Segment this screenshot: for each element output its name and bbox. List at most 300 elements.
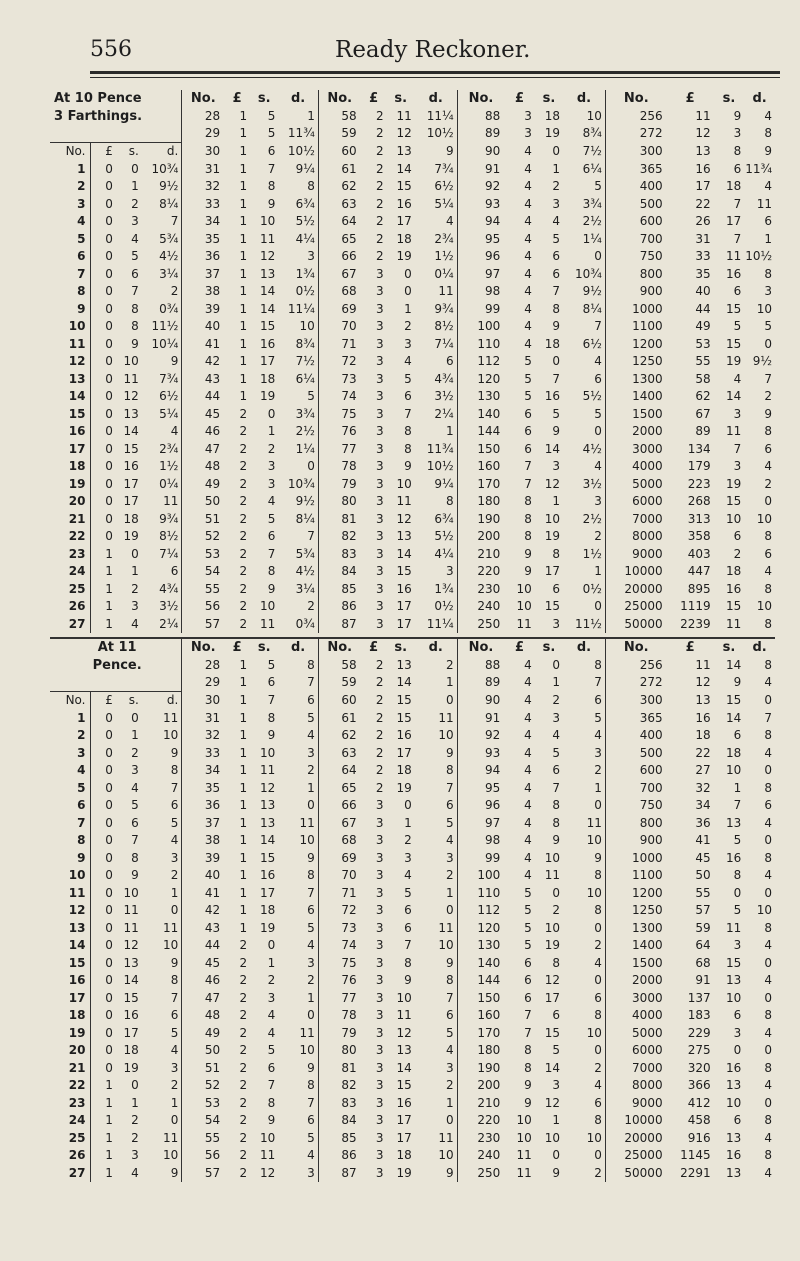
pounds-value: 458 [687, 1113, 711, 1127]
pounds-value: 916 [687, 1130, 711, 1145]
row-number: 750 [605, 248, 666, 266]
pounds-value: 3 [375, 599, 384, 613]
table-row [50, 266, 775, 284]
shillings-value: 0 [552, 1148, 561, 1162]
pounds-value: 0 [90, 902, 116, 920]
pence-value: 4½ [295, 564, 315, 578]
pence-value: 3 [307, 955, 315, 970]
shillings-value: 6 [267, 529, 276, 543]
pounds-value: 0 [90, 955, 116, 973]
pounds-value: 0 [90, 528, 116, 546]
pence-value: 11 [163, 710, 179, 725]
shillings-value: 5 [404, 885, 412, 900]
pounds-value: 1 [239, 371, 248, 386]
row-number: 74 [318, 388, 360, 406]
pounds-value: 44 [695, 301, 711, 316]
row-number: 2 [77, 179, 86, 193]
pence-value: 10½ [287, 143, 315, 158]
shillings-value: 1 [552, 1113, 561, 1127]
pounds-value: 412 [687, 1095, 711, 1110]
shillings-value: 1 [131, 179, 139, 193]
pence-value: 4 [170, 1043, 179, 1057]
row-number: 5 [77, 231, 86, 246]
pounds-value: 366 [687, 1078, 711, 1092]
pounds-value: 6 [524, 406, 532, 421]
shillings-value: 7 [267, 692, 276, 707]
pounds-value: 10 [516, 581, 532, 596]
shillings-value: 7 [267, 161, 276, 176]
pence-value: 8 [307, 657, 315, 672]
shillings-value: 1 [131, 728, 139, 742]
shillings-value: 4 [131, 780, 139, 795]
pounds-value: 3 [375, 389, 384, 403]
pounds-value: 34 [695, 798, 711, 812]
shillings-value: 9 [404, 973, 412, 987]
pence-value: 9 [307, 1060, 315, 1075]
table-row [50, 867, 775, 885]
shillings-value: 8 [552, 955, 561, 970]
table-row [50, 937, 775, 955]
shillings-value: 13 [123, 406, 139, 421]
pence-value: 9 [170, 745, 179, 760]
pounds-value: 2 [239, 459, 248, 473]
row-number: 21 [68, 1060, 86, 1075]
pence-value: 10½ [426, 126, 454, 140]
pence-value: 10 [756, 903, 772, 917]
pence-value: 8 [764, 1148, 772, 1162]
pence-value: 4 [307, 728, 315, 742]
shillings-value: 16 [396, 196, 412, 211]
reckoner-tables [50, 90, 775, 1182]
pounds-value: 1 [239, 126, 248, 140]
row-number: 10 [68, 319, 86, 333]
pounds-value: 1 [239, 354, 248, 368]
row-number: 150 [457, 990, 504, 1008]
pounds-value: 22 [695, 196, 711, 211]
pence-value: 4 [594, 1078, 602, 1092]
shillings-value: 18 [123, 1043, 139, 1057]
pence-value: 10½ [745, 249, 773, 263]
shillings-value: 15 [396, 1078, 412, 1092]
row-number: 89 [457, 674, 504, 692]
pounds-value: 1 [90, 598, 116, 616]
row-number: 12 [68, 354, 86, 368]
row-number: 210 [457, 546, 504, 564]
shillings-value: 1 [404, 815, 412, 830]
shillings-value: 0 [404, 266, 412, 281]
pounds-value: 0 [90, 283, 116, 301]
pence-value: 10 [299, 1043, 315, 1057]
shillings-value: 18 [260, 903, 276, 917]
pounds-value: 229 [687, 1025, 711, 1040]
shillings-value: 16 [260, 336, 276, 351]
pence-value: 1½ [159, 459, 179, 473]
pounds-value: 7 [524, 476, 532, 491]
pence-value: 6½ [582, 336, 602, 351]
shillings-value: 6 [267, 1060, 276, 1075]
pounds-value: 223 [687, 476, 711, 491]
pounds-value: 2 [239, 424, 248, 438]
pence-value: 1¼ [582, 231, 602, 246]
pence-value: 1½ [582, 546, 602, 561]
shillings-value: 7 [404, 406, 412, 421]
row-number: 220 [457, 1112, 504, 1130]
table-row [50, 598, 775, 616]
pence-value: 0 [594, 920, 602, 935]
row-number: 6000 [605, 1042, 666, 1060]
pence-value: 7¾ [159, 371, 179, 386]
pounds-value: 4 [524, 143, 532, 158]
pence-value: 5 [307, 389, 315, 403]
shillings-value: 6 [552, 581, 561, 596]
pence-value: 10 [438, 938, 454, 952]
pence-value: 5½ [295, 214, 315, 228]
pounds-value: 7 [524, 1008, 532, 1022]
shillings-value: 14 [725, 389, 742, 403]
row-number: 45 [182, 955, 224, 973]
pounds-value: 58 [695, 371, 711, 386]
row-number: 2000 [605, 972, 666, 990]
row-number: 85 [318, 1130, 360, 1148]
row-number: 700 [605, 780, 666, 798]
shillings-value: 19 [544, 529, 561, 543]
shillings-value: 10 [544, 850, 561, 865]
pence-value: 8 [764, 850, 772, 865]
pounds-value: 4 [524, 815, 532, 830]
row-number: 1000 [605, 301, 666, 319]
row-number: 5000 [605, 1025, 666, 1043]
pence-value: 4 [170, 424, 179, 438]
column-header-no: No. [318, 90, 360, 108]
row-number: 56 [182, 1147, 224, 1165]
pence-value: 7¼ [434, 336, 454, 351]
row-number: 47 [182, 990, 224, 1008]
row-number: 800 [605, 266, 666, 284]
row-number: 42 [182, 902, 224, 920]
pounds-value: 32 [695, 780, 711, 795]
pence-value: 9½ [582, 284, 602, 298]
row-number: 180 [457, 1042, 504, 1060]
pence-value: 8 [594, 1008, 602, 1022]
pounds-value: 0 [90, 710, 116, 728]
row-number: 37 [182, 815, 224, 833]
row-number: 230 [457, 581, 504, 599]
shillings-value: 10 [544, 511, 561, 526]
row-number: 180 [457, 493, 504, 511]
pence-value: 0 [764, 494, 772, 508]
pounds-value: 1 [239, 319, 248, 333]
table-row [50, 850, 775, 868]
row-number: 86 [318, 598, 360, 616]
shillings-value: 15 [725, 494, 742, 508]
pounds-value: 0 [90, 213, 116, 231]
shillings-value: 7 [131, 284, 139, 298]
row-number: 49 [182, 476, 224, 494]
pence-value: 4 [764, 868, 772, 882]
pounds-value: 5 [524, 885, 532, 900]
pence-value: 5¾ [159, 231, 179, 246]
pounds-value: 0 [90, 388, 116, 406]
shillings-value: 1 [552, 161, 561, 176]
row-number: 58 [318, 657, 360, 675]
row-number: 62 [318, 727, 360, 745]
shillings-value: 11 [260, 616, 276, 631]
row-number: 79 [318, 1025, 360, 1043]
pounds-value: 55 [695, 354, 711, 368]
row-number: 51 [182, 511, 224, 529]
row-number: 58 [318, 108, 360, 126]
row-number: 84 [318, 563, 360, 581]
shillings-value: 8 [552, 546, 561, 561]
pounds-value: 3 [375, 815, 384, 830]
pounds-value: 1 [90, 1147, 116, 1165]
pounds-value: 0 [90, 780, 116, 798]
shillings-value: 10 [725, 990, 742, 1005]
pounds-value: 1 [90, 546, 116, 564]
row-number: 72 [318, 353, 360, 371]
shillings-value: 1 [267, 424, 276, 438]
pounds-value: 53 [695, 336, 711, 351]
shillings-value: 2 [131, 196, 139, 211]
row-number: 78 [318, 458, 360, 476]
shillings-value: 6 [267, 675, 276, 689]
row-number: 38 [182, 832, 224, 850]
pounds-value: 0 [90, 1042, 116, 1060]
row-number: 65 [318, 780, 360, 798]
table-row [50, 657, 775, 675]
pounds-value: 1 [239, 161, 248, 176]
row-number: 130 [457, 937, 504, 955]
shillings-value: 17 [396, 599, 412, 613]
shillings-value: 12 [123, 938, 139, 952]
row-number: 27 [68, 1165, 86, 1180]
pounds-value: 22 [695, 745, 711, 760]
shillings-value: 11 [544, 868, 561, 882]
shillings-value: 1 [404, 301, 412, 316]
shillings-value: 4 [404, 354, 412, 368]
shillings-value: 11 [123, 903, 139, 917]
pence-value: 4 [446, 214, 454, 228]
table-row [50, 441, 775, 459]
shillings-value: 9 [552, 1165, 561, 1180]
shillings-value: 19 [260, 920, 276, 935]
column-header-pound: £ [369, 91, 379, 106]
row-number: 92 [457, 178, 504, 196]
row-number: 93 [457, 196, 504, 214]
pounds-value: 45 [695, 850, 711, 865]
shillings-value: 7 [733, 231, 742, 246]
shillings-value: 8 [267, 1095, 276, 1110]
pence-value: 9 [170, 955, 179, 970]
pounds-value: 0 [90, 937, 116, 955]
shillings-value: 3 [404, 850, 412, 865]
pounds-value: 4 [524, 179, 532, 193]
pence-value: 7 [446, 780, 454, 795]
pence-value: 4 [764, 1130, 772, 1145]
pounds-value: 8 [524, 1060, 532, 1075]
shillings-value: 12 [260, 249, 276, 263]
column-header-no: No. [605, 90, 666, 108]
pence-value: 11 [163, 1130, 179, 1145]
row-number: 99 [457, 301, 504, 319]
pence-value: 8 [446, 763, 454, 777]
table-row [50, 1060, 775, 1078]
pounds-value: 2 [239, 529, 248, 543]
row-number: 11 [68, 336, 86, 351]
shillings-value: 9 [404, 459, 412, 473]
table-row [50, 1095, 775, 1113]
row-number: 18 [68, 459, 86, 473]
shillings-value: 0 [267, 406, 276, 421]
pounds-value: 4 [524, 657, 532, 672]
pounds-value: 3 [375, 616, 384, 631]
pence-value: 2 [594, 763, 602, 777]
pence-value: 2 [446, 1078, 454, 1092]
pence-value: 8 [594, 657, 602, 672]
column-header: d. [166, 693, 179, 707]
row-number: 45 [182, 406, 224, 424]
row-number: 8 [77, 833, 86, 847]
pence-value: 9 [170, 354, 179, 368]
shillings-value: 18 [260, 371, 276, 386]
shillings-value: 17 [396, 745, 412, 760]
shillings-value: 11 [123, 920, 139, 935]
shillings-value: 5 [267, 511, 276, 526]
row-number: 2000 [605, 423, 666, 441]
shillings-value: 14 [260, 301, 276, 316]
table-row [50, 231, 775, 249]
row-number: 50000 [605, 1165, 666, 1183]
pence-value: 9¾ [434, 301, 454, 316]
row-number: 91 [457, 710, 504, 728]
row-number: 7 [77, 815, 86, 830]
column-header-s: s. [394, 91, 408, 106]
pounds-value: 16 [695, 161, 711, 176]
shillings-value: 10 [123, 885, 139, 900]
row-number: 82 [318, 528, 360, 546]
pence-value: 2 [307, 599, 315, 613]
pence-value: 0 [170, 1113, 179, 1127]
row-number: 55 [182, 1130, 224, 1148]
table-row [50, 692, 775, 710]
pounds-value: 6 [524, 990, 532, 1005]
shillings-value: 15 [725, 692, 742, 707]
page-header [90, 37, 780, 83]
row-number: 144 [457, 972, 504, 990]
pounds-value: 68 [695, 955, 711, 970]
shillings-value: 15 [396, 564, 412, 578]
pence-value: 1 [764, 231, 772, 246]
table-row [50, 780, 775, 798]
pence-value: 0 [594, 249, 602, 263]
pounds-value: 6 [524, 424, 532, 438]
row-number: 600 [605, 762, 666, 780]
pence-value: 7¼ [159, 546, 179, 561]
table-row [50, 745, 775, 763]
pounds-value: 1 [239, 815, 248, 830]
row-number: 16 [68, 424, 86, 438]
pounds-value: 3 [375, 301, 384, 316]
shillings-value: 10 [544, 1130, 561, 1145]
pence-value: 9 [446, 745, 454, 760]
shillings-value: 3 [733, 938, 742, 952]
column-header-d: d. [576, 91, 592, 106]
shillings-value: 5 [131, 798, 139, 812]
shillings-value: 3 [733, 406, 742, 421]
row-number: 43 [182, 371, 224, 389]
pence-value: 9½ [752, 354, 772, 368]
row-number: 48 [182, 1007, 224, 1025]
row-number: 90 [457, 692, 504, 710]
pounds-value: 2 [239, 616, 248, 631]
row-number: 61 [318, 161, 360, 179]
row-number: 36 [182, 248, 224, 266]
row-number: 65 [318, 231, 360, 249]
row-number: 63 [318, 745, 360, 763]
row-number: 49 [182, 1025, 224, 1043]
pence-value: 10 [586, 1130, 602, 1145]
pounds-value: 3 [375, 868, 384, 882]
table-row [50, 885, 775, 903]
shillings-value: 19 [725, 354, 742, 368]
pence-value: 4 [764, 1025, 772, 1040]
row-number: 72 [318, 902, 360, 920]
shillings-value: 0 [733, 885, 742, 900]
shillings-value: 9 [733, 675, 742, 689]
row-number: 120 [457, 371, 504, 389]
pence-value: 6¾ [295, 196, 315, 211]
column-header-no: No. [318, 638, 360, 657]
pence-value: 6 [594, 692, 602, 707]
shillings-value: 6 [552, 1008, 561, 1022]
pounds-value: 0 [90, 353, 116, 371]
pounds-value: 2 [239, 476, 248, 491]
shillings-value: 8 [131, 319, 139, 333]
shillings-value: 4 [552, 728, 561, 742]
pounds-value: 1 [90, 1077, 116, 1095]
pounds-value: 1 [239, 920, 248, 935]
column-header-pound: £ [224, 638, 250, 657]
row-number: 240 [457, 598, 504, 616]
shillings-value: 12 [260, 780, 276, 795]
pence-value: 0 [170, 903, 179, 917]
pence-value: 6 [594, 1095, 602, 1110]
row-number: 10 [68, 868, 86, 882]
row-number: 112 [457, 353, 504, 371]
shillings-value: 0 [131, 546, 139, 561]
pounds-value: 3 [375, 336, 384, 351]
pounds-value: 3 [375, 424, 384, 438]
pounds-value: 40 [695, 284, 711, 298]
pence-value: 0 [764, 692, 772, 707]
row-number: 32 [182, 727, 224, 745]
row-number: 7 [77, 266, 86, 281]
shillings-value: 8 [267, 710, 276, 725]
row-number: 20 [68, 494, 86, 508]
table-row [50, 1130, 775, 1148]
pounds-value: 4 [524, 675, 532, 689]
column-header-d: d. [415, 638, 457, 657]
row-number: 140 [457, 955, 504, 973]
pounds-value: 1 [90, 1112, 116, 1130]
table-row [50, 1147, 775, 1165]
row-number: 120 [457, 920, 504, 938]
row-number: 200 [457, 1077, 504, 1095]
pounds-value: 320 [687, 1060, 711, 1075]
pence-value: 8 [446, 973, 454, 987]
pence-value: 10 [756, 511, 772, 526]
pence-value: 4 [764, 938, 772, 952]
